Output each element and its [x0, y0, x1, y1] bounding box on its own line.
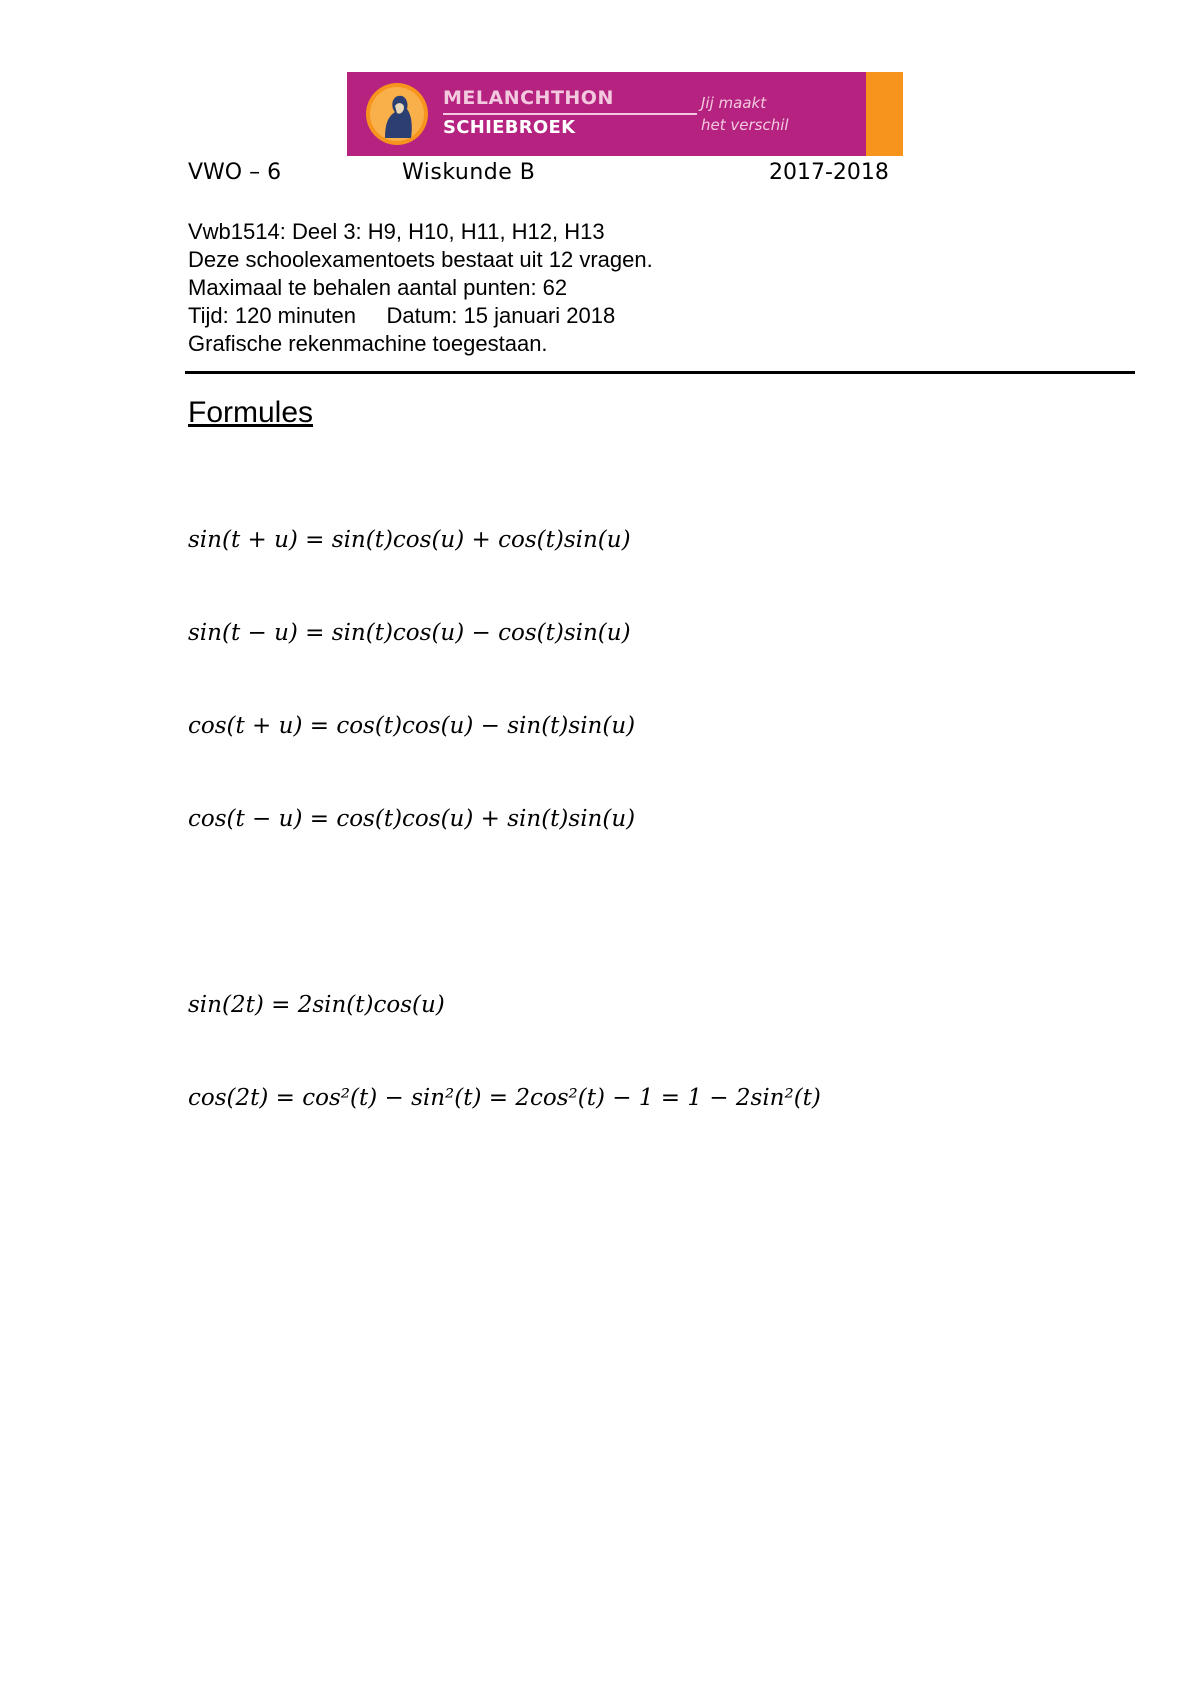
exam-info: [188, 218, 653, 358]
section-title: Formules: [188, 396, 314, 429]
banner-rule: [443, 113, 697, 115]
exam-info-line: Grafische rekenmachine toegestaan.: [188, 331, 548, 356]
header-level: VWO – 6: [188, 160, 282, 185]
school-slogan: [701, 92, 841, 136]
portrait-medallion-icon: [365, 82, 429, 146]
horizontal-divider: [185, 371, 1135, 374]
school-name-line1: MELANCHTHON: [443, 87, 614, 109]
formula-line: sin(t + u) = sin(t)cos(u) + cos(t)sin(u): [188, 527, 631, 553]
exam-info-line: Deze schoolexamentoets bestaat uit 12 vragen.: [188, 247, 653, 272]
formula-line: sin(t − u) = sin(t)cos(u) − cos(t)sin(u): [188, 620, 631, 646]
formula-line: cos(t − u) = cos(t)cos(u) + sin(t)sin(u): [188, 806, 636, 832]
banner-orange-stripe: [866, 72, 903, 156]
formula-line: sin(2t) = 2sin(t)cos(u): [188, 992, 445, 1018]
header-subject: Wiskunde B: [402, 160, 536, 185]
formula-line: cos(2t) = cos²(t) − sin²(t) = 2cos²(t) − 1 = 1 − 2sin²(t): [188, 1085, 821, 1111]
formula-list: [188, 463, 821, 1145]
exam-info-line: Tijd: 120 minuten Datum: 15 januari 2018: [188, 303, 616, 328]
slogan-line2: het verschil: [701, 116, 789, 134]
formula-gap: [188, 897, 821, 928]
formula-line: cos(t + u) = cos(t)cos(u) − sin(t)sin(u): [188, 713, 636, 739]
exam-info-line: Vwb1514: Deel 3: H9, H10, H11, H12, H13: [188, 219, 605, 244]
school-name-line2: SCHIEBROEK: [443, 117, 576, 138]
school-banner: [347, 72, 903, 156]
exam-info-line: Maximaal te behalen aantal punten: 62: [188, 275, 568, 300]
slogan-line1: Jij maakt: [701, 94, 767, 112]
header-year: 2017-2018: [769, 160, 889, 185]
